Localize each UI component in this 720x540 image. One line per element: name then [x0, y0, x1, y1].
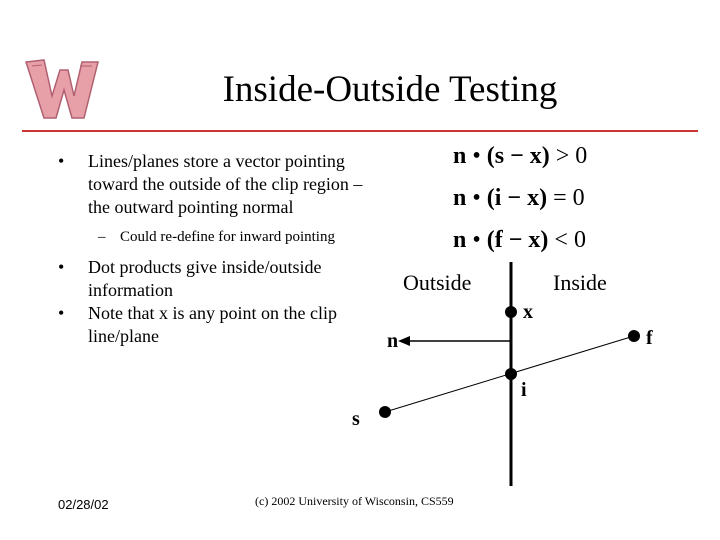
footer-copyright: (c) 2002 University of Wisconsin, CS559 [255, 494, 454, 508]
normal-arrowhead [398, 336, 410, 346]
bullet-mark: • [58, 303, 65, 323]
label-x: x [523, 301, 533, 323]
bullet-text: Dot products give inside/outside information [88, 257, 322, 300]
inside-label: Inside [553, 270, 607, 295]
label-s: s [352, 408, 360, 430]
bullet-mark: • [58, 151, 65, 171]
point-x [505, 306, 517, 318]
outside-label: Outside [403, 270, 472, 295]
equation-inside: n • (f − x) < 0 [453, 227, 586, 253]
equation-outside: n • (s − x) > 0 [453, 143, 588, 169]
label-n: n [387, 330, 399, 352]
equation-on-line: n • (i − x) = 0 [453, 185, 585, 211]
bullet-text: Note that x is any point on the clip line/plane [88, 303, 337, 346]
sub-bullet-mark: – [98, 229, 106, 245]
sub-bullet-text: Could re-define for inward pointing [120, 229, 335, 245]
bullet-mark: • [58, 257, 65, 277]
footer-date: 02/28/02 [58, 497, 109, 512]
slide-title: Inside-Outside Testing [222, 69, 558, 110]
point-f [628, 330, 640, 342]
point-s [379, 406, 391, 418]
bullet-text: Lines/planes store a vector pointing toward the outside of the clip region – the outward pointing normal [88, 151, 363, 217]
label-i: i [521, 379, 527, 401]
label-f: f [646, 327, 653, 349]
point-i [505, 368, 517, 380]
